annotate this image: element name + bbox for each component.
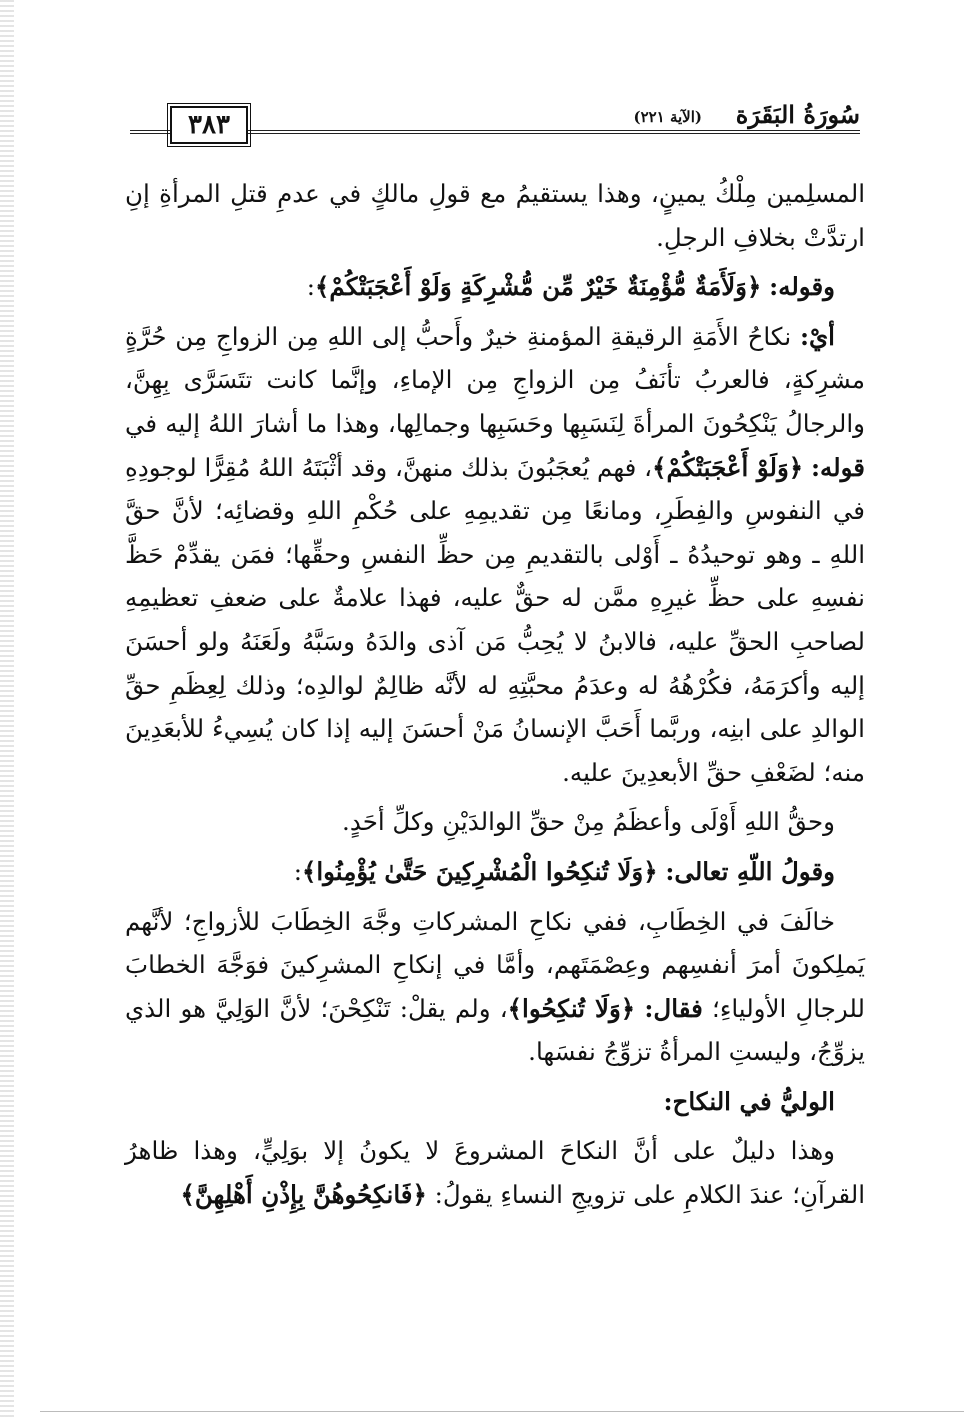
paragraph-text: ، ولم يقلْ: تَنْكِحْنَ؛ لأنَّ الوَلِيَّ هو الذي يزوِّجُ، وليستِ المرأةُ تزوِّجُ نفسَها. <box>125 993 865 1067</box>
paragraph-text: نكاحُ الأَمَةِ الرقيقةِ المؤمنةِ خيرٌ وأَحبُّ إلى اللهِ مِن الزواجِ مِن حُرَّةٍ مشرِكةٍ، فالعربُ تأنَفُ مِن الزواجِ مِن الإماءِ، وإنَّما كانت تتَسَرَّى بِهِنَّ، والرجالُ يَنْكِحُونَ المرأةَ لِنَسَبِها وحَسَبِها وجمالِها، وهذا ما أشارَ اللهُ إليه في <box>125 321 865 438</box>
surah-title: سُورَةُ البَقَرَة <box>735 100 860 129</box>
quran-verse: ﴿وَلَا تُنكِحُوا﴾ <box>507 993 636 1023</box>
quran-verse: ﴿وَلَوْ أَعْجَبَتْكُمْ﴾ <box>652 452 804 482</box>
paragraph-text: وحقُّ اللهِ أَوْلَى وأعظَمُ مِنْ حقِّ الوالدَيْنِ وكلِّ أحَدٍ. <box>342 807 835 837</box>
punctuation: : <box>293 856 302 886</box>
scan-edge-shadow <box>0 0 14 1417</box>
punctuation: : <box>306 272 316 302</box>
paragraph-text: ، فهم يُعجَبُونَ بذلك منهنَّ، وقد أثْبَتَهُ اللهُ مُقِرًّا لوجودِهِ في النفوسِ والفِطَرِ، ومانعًا مِن تقديمِهِ على حُكْمِ اللهِ وقضائِه؛ لأنَّ حقَّ اللهِ ـ وهو توحيدُهُ ـ أَوْلى بالتقديمِ مِن حظِّ النفسِ وحقِّها؛ فمَن يقدِّمْ حَظَّ نفسِهِ على حظِّ غيرِهِ ممَّن له حقٌّ عليه، فهذا علامةٌ على ضعفِ تعظيمِهِ لصاحبِ الحقِّ عليه، فالابنُ لا يُحِبُّ مَن آذى والدَهُ وسَبَّهُ ولَعَنَهُ ولو أحسَنَ إليه وأكرَمَهُ، فكُرْهُهُ له وعدَمُ محبَّتِهِ له لأنَّه ظالِمٌ لوالدِه؛ وذلك لِعِظَمِ حقِّ الوالدِ على ابنِه، وربَّما أَحَبَّ الإنسانُ مَنْ أحسَنَ إليه إذا كان يُسِيءُ للأبعَدِينَ منه؛ لضَعْفِ حقِّ الأبعدِينَ عليه. <box>125 452 865 787</box>
keyword-label: وقولُ اللّهِ تعالى: <box>665 856 835 886</box>
paragraph <box>125 800 865 844</box>
page-header <box>130 96 860 156</box>
verse-reference: (الآية ٢٢١) <box>633 108 702 126</box>
quran-verse: ﴿وَلَا تُنكِحُوا الْمُشْرِكِينَ حَتَّىٰ يُؤْمِنُوا﴾ <box>301 856 658 886</box>
paragraph-text: وهذا دليلٌ على أنَّ النكاحَ المشروعَ لا يكونُ إلا بوَلِيٍّ، وهذا ظاهرُ القرآنِ؛ عندَ الكلامِ على تزويجِ النساءِ يقولُ: <box>125 1136 865 1210</box>
paragraph-text: خالَفَ في الخِطَابِ، ففي نكاحِ المشركاتِ وجَّهَ الخِطَابَ للأزواجِ؛ لأنَّهم يَملِكونَ أمرَ أنفسِهم وعِصْمَتَهم، وأمَّا في إنكاحِ المشرِكينَ فوَجَّهَ الخطابَ للرجالِ الأولياءِ؛ <box>125 906 865 1023</box>
paragraph <box>125 172 865 259</box>
section-heading: الوليُّ في النكاح: <box>663 1086 835 1116</box>
quran-verse: ﴿وَلَأَمَةٌ مُّؤْمِنَةٌ خَيْرٌ مِّن مُّشْرِكَةٍ وَلَوْ أَعْجَبَتْكُمْ﴾ <box>315 272 762 302</box>
page-bottom-edge <box>40 1411 964 1412</box>
paragraph <box>125 900 865 1074</box>
paragraph <box>125 1129 865 1216</box>
paragraph <box>125 850 865 894</box>
section-heading-paragraph <box>125 1080 865 1124</box>
paragraph-text: المسلِمين مِلْكُ يمينٍ، وهذا يستقيمُ مع قولِ مالكٍ في عدمِ قتلِ المرأةِ إنِ ارتدَّتْ بخلافِ الرجلِ. <box>125 179 865 252</box>
paragraph <box>125 315 865 795</box>
page-body <box>125 172 865 1223</box>
keyword-label: قوله: <box>810 452 865 482</box>
keyword-label: أيْ: <box>799 321 835 351</box>
quran-verse: ﴿فَانكِحُوهُنَّ بِإِذْنِ أَهْلِهِنَّ﴾ <box>180 1180 427 1210</box>
page-number: ٣٨٣ <box>170 106 248 144</box>
keyword-label: وقوله: <box>769 272 835 302</box>
paragraph <box>125 265 865 309</box>
keyword-label: فقال: <box>644 993 703 1023</box>
